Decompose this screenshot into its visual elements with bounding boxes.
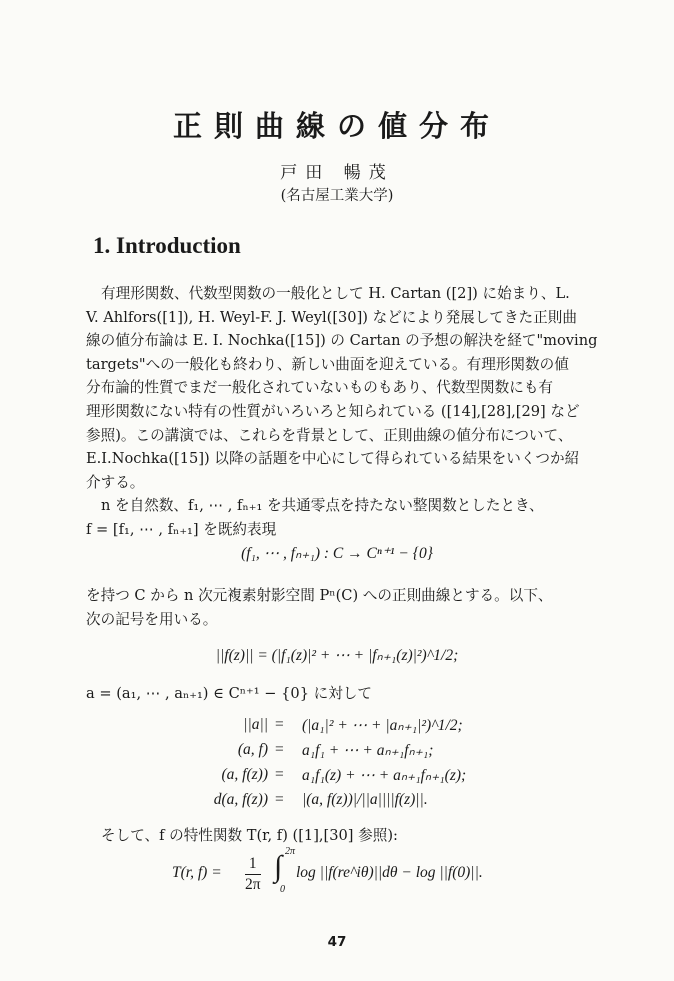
eq-rhs: a₁f₁(z) + ⋯ + aₙ₊₁fₙ₊₁(z); xyxy=(302,767,467,784)
text-line: を持つ C から n 次元複素射影空間 Pⁿ(C) への正則曲線とする。以下、 xyxy=(86,587,553,604)
eq-rhs: (|a₁|² + ⋯ + |aₙ₊₁|²)^1/2; xyxy=(302,717,463,734)
text-line: 介する。 xyxy=(86,473,145,491)
section-heading: 1. Introduction xyxy=(93,233,241,258)
eq-T-lhs: T(r, f) = xyxy=(172,864,222,881)
integral-lower-limit: 0 xyxy=(280,884,285,895)
author-affiliation: (名古屋工業大学) xyxy=(280,188,394,204)
eq-sign: = xyxy=(274,791,285,808)
text-line: V. Ahlfors([1]), H. Weyl-F. J. Weyl([30]) などにより発展してきた正則曲 xyxy=(86,308,577,326)
fraction xyxy=(245,854,261,895)
fraction-denominator: 2π xyxy=(245,876,261,893)
eq-lhs: (a, f(z)) xyxy=(221,766,268,783)
curve-paragraph xyxy=(86,584,553,631)
text-line: 有理形関数、代数型関数の一般化として H. Cartan ([2]) に始まり、L. xyxy=(101,285,570,302)
definition-paragraph xyxy=(86,494,544,541)
text-line: targets"への一般化も終わり、新しい曲面を迎えている。有理形関数の値 xyxy=(86,355,569,373)
eq-rhs: |(a, f(z))|/||a||||f(z)||. xyxy=(302,791,428,808)
paper-title: 正則曲線の値分布 xyxy=(172,109,501,143)
text-line: 次の記号を用いる。 xyxy=(86,610,218,628)
eq-lhs: (a, f) xyxy=(237,741,268,758)
eq-lhs: ||a|| xyxy=(243,716,268,733)
text-line: 参照)。この講演では、これらを背景として、正則曲線の値分布について、 xyxy=(86,426,573,444)
vector-a-line: a = (a₁, ⋯ , aₙ₊₁) ∈ Cⁿ⁺¹ − {0} に対して xyxy=(86,685,372,702)
integral-upper-limit: 2π xyxy=(285,846,296,857)
text-line: 理形関数にない特有の性質がいろいろと知られている ([14],[28],[29] など xyxy=(86,402,580,420)
eq-sign: = xyxy=(274,716,285,733)
equation-norm: ||f(z)|| = (|f₁(z)|² + ⋯ + |fₙ₊₁(z)|²)^1/2; xyxy=(215,647,459,664)
eq-rhs: a₁f₁ + ⋯ + aₙ₊₁fₙ₊₁; xyxy=(302,742,434,759)
characteristic-function-line: そして、f の特性関数 T(r, f) ([1],[30] 参照): xyxy=(101,827,398,844)
page-number: 47 xyxy=(327,934,347,950)
eq-sign: = xyxy=(274,741,285,758)
equation-map: (f₁, ⋯ , fₙ₊₁) : C → Cⁿ⁺¹ − {0} xyxy=(241,545,433,562)
eq-sign: = xyxy=(274,766,285,783)
text-line: f = [f₁, ⋯ , fₙ₊₁] を既約表現 xyxy=(86,520,277,538)
integral-sign: ∫ xyxy=(274,850,283,883)
text-line: E.I.Nochka([15]) 以降の話題を中心にして得られている結果をいくつか紹 xyxy=(86,450,580,468)
text-line: 分布論的性質でまだ一般化されていないものもあり、代数型関数にも有 xyxy=(86,379,554,397)
fraction-numerator: 1 xyxy=(245,854,261,875)
eq-lhs: d(a, f(z)) xyxy=(213,791,268,808)
text-line: 線の値分布論は E. I. Nochka([15]) の Cartan の予想の解決を経て"moving xyxy=(86,332,598,350)
eq-T-rhs: log ||f(re^iθ)||dθ − log ||f(0)||. xyxy=(296,864,483,881)
author-name: 戸田 暢茂 xyxy=(280,163,394,183)
text-line: n を自然数、f₁, ⋯ , fₙ₊₁ を共通零点を持たない整関数としたとき、 xyxy=(101,497,544,514)
intro-paragraph xyxy=(86,282,597,494)
